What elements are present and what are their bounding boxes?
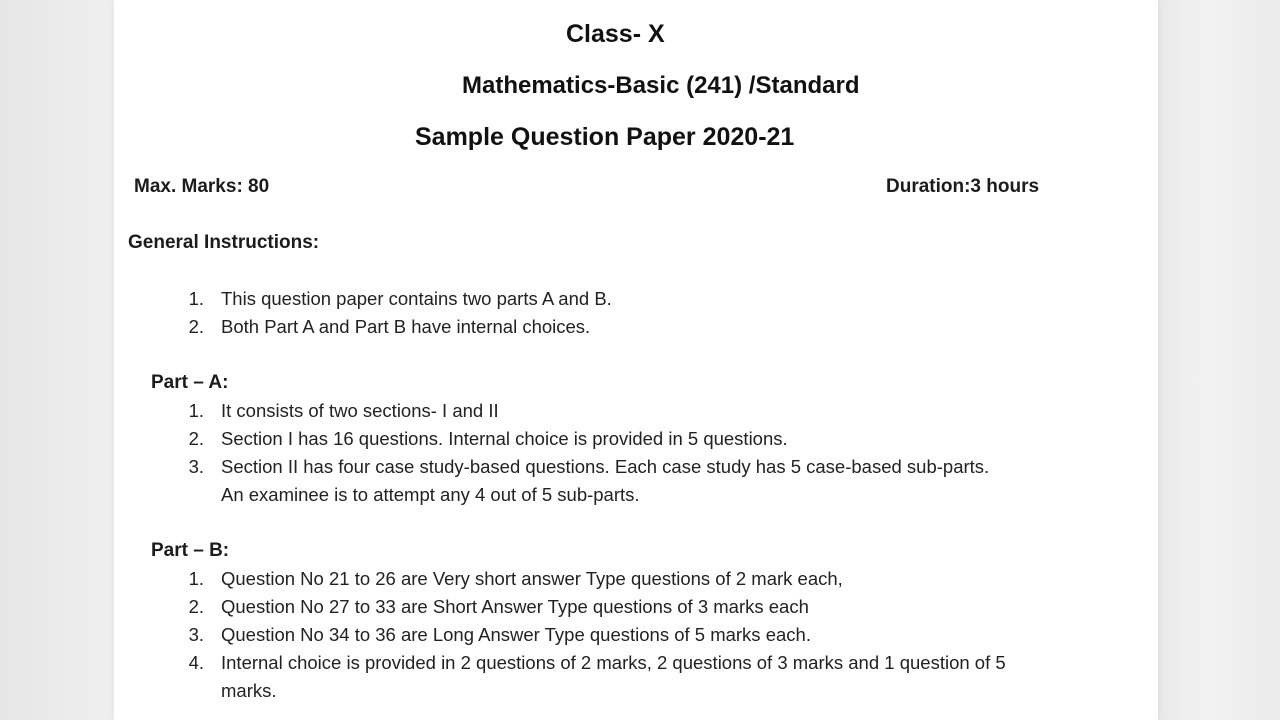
list-item [184, 565, 1006, 593]
document-page [114, 0, 1158, 720]
item-number: 3. [188, 456, 204, 477]
part-a-list [184, 397, 989, 509]
item-text-continued: marks. [221, 680, 277, 701]
general-instructions-heading: General Instructions: [128, 232, 320, 253]
general-instructions-list [184, 285, 612, 341]
item-number: 2. [188, 428, 204, 449]
item-number: 1. [188, 568, 204, 589]
paper-title: Sample Question Paper 2020-21 [415, 123, 795, 151]
part-b-heading: Part – B: [151, 540, 230, 561]
right-backdrop [1158, 0, 1280, 720]
item-text: Section II has four case study-based questions. Each case study has 5 case-based sub-parts. [221, 456, 990, 477]
item-text: This question paper contains two parts A and B. [221, 288, 612, 309]
item-number: 2. [188, 596, 204, 617]
class-title: Class- X [566, 20, 665, 48]
max-marks: Max. Marks: 80 [134, 176, 270, 197]
list-item [184, 285, 612, 313]
item-number: 3. [188, 624, 204, 645]
item-number: 1. [188, 288, 204, 309]
subject-title [462, 72, 859, 100]
item-number: 1. [188, 400, 204, 421]
item-text: Section I has 16 questions. Internal choice is provided in 5 questions. [221, 428, 788, 449]
left-backdrop [0, 0, 114, 720]
part-a-heading: Part – A: [151, 372, 229, 393]
list-item [184, 593, 1006, 621]
item-number: 2. [188, 316, 204, 337]
list-item [184, 453, 989, 509]
item-text: Question No 21 to 26 are Very short answer Type questions of 2 mark each, [221, 568, 843, 589]
subject-name: Mathematics-Basic (241) [462, 72, 743, 99]
part-b-list [184, 565, 1006, 705]
list-item [184, 313, 612, 341]
list-item [184, 397, 989, 425]
item-text: It consists of two sections- I and II [221, 400, 499, 421]
item-text-continued: An examinee is to attempt any 4 out of 5 sub-parts. [221, 484, 640, 505]
item-text: Both Part A and Part B have internal choices. [221, 316, 591, 337]
item-number: 4. [188, 652, 204, 673]
subject-suffix: /Standard [748, 72, 860, 99]
list-item [184, 425, 989, 453]
duration: Duration:3 hours [886, 176, 1040, 197]
item-text: Internal choice is provided in 2 questions of 2 marks, 2 questions of 3 marks and 1 question of 5 [221, 652, 1006, 673]
list-item [184, 649, 1006, 705]
list-item [184, 621, 1006, 649]
item-text: Question No 34 to 36 are Long Answer Type questions of 5 marks each. [221, 624, 811, 645]
item-text: Question No 27 to 33 are Short Answer Type questions of 3 marks each [221, 596, 809, 617]
